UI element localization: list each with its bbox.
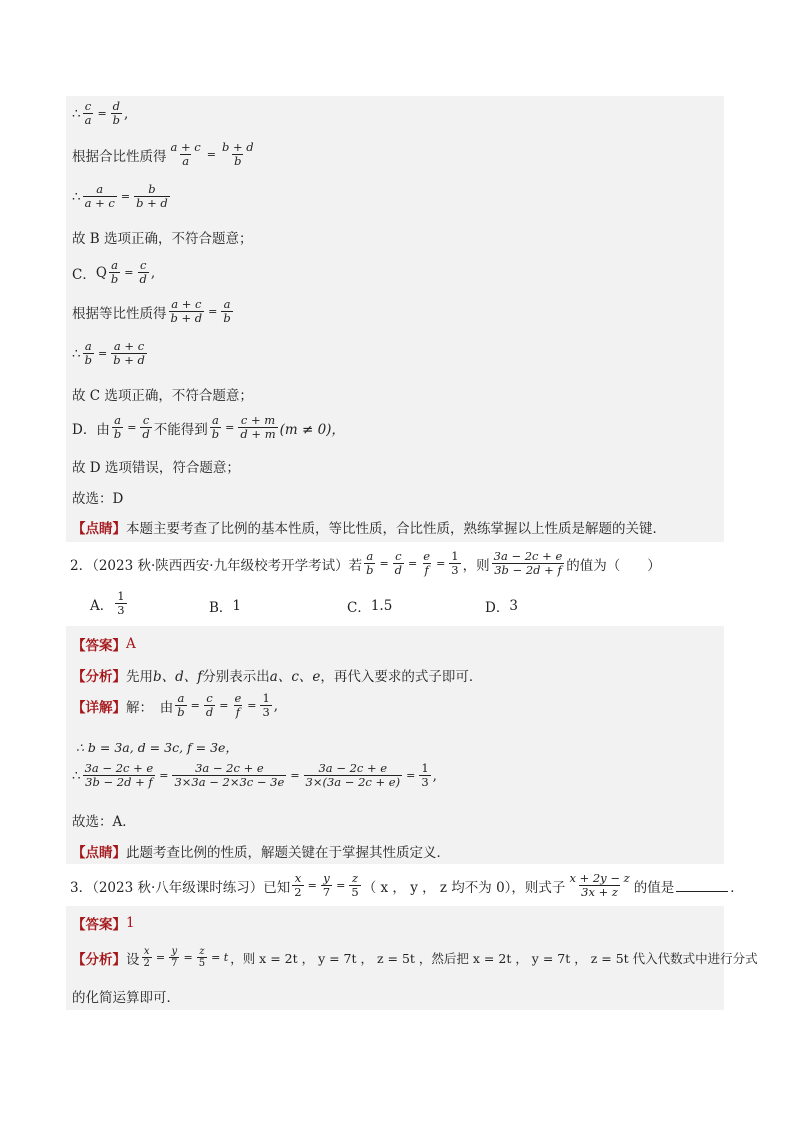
- line-result-c: ∴ $\frac{a}{b}$ = $\frac{a + c}{b + d}$: [72, 339, 145, 367]
- answer-value: A: [126, 636, 136, 652]
- question-2-stem: 2．（2023 秋·陕西西安·九年级校考开学考试）若 $\frac{a}{b}$ = $\frac{c}{d}$ = $\frac{e}{f}$ = $\frac{1}{3}$ ，则 $\frac{3a - 2c + e}{3b - 2d + f}$ 的值为（ ）: [70, 549, 661, 577]
- note-text: 本题主要考查了比例的基本性质，等比性质，合比性质，熟练掌握以上性质是解题的关键．: [126, 521, 666, 537]
- detail-2-line-2: ∴ b = 3a, d = 3c, f = 3e，: [76, 740, 238, 755]
- detail-tag: 【详解】: [72, 699, 126, 716]
- fraction: $\frac{a}{b}$: [366, 549, 374, 577]
- fraction: $\frac{z}{5}$: [351, 871, 359, 899]
- text: 设: [126, 951, 140, 968]
- option-label: A．: [90, 597, 114, 614]
- analysis-tag: 【分析】: [72, 951, 126, 968]
- stem-text: 的值为（ ）: [566, 557, 661, 574]
- fraction: $\frac{3a - 2c + e}{3\times 3a - 2\times 3c - 3e}$: [174, 761, 285, 789]
- fraction: $\frac{a}{b}$: [110, 258, 119, 286]
- conclusion-b: 故 B 选项正确，不符合题意；: [72, 231, 253, 247]
- line-result-b: ∴ $\frac{a}{a + c}$ = $\frac{b}{b + d}$: [72, 182, 168, 210]
- note-text: 此题考查比例的性质，解题关键在于掌握其性质定义．: [126, 845, 450, 861]
- option-value: 1: [232, 598, 242, 614]
- stem-text: （ x ， y ， z 均不为 0），则式子: [362, 879, 566, 896]
- answer-3: [72, 913, 135, 933]
- question-3-stem: 3．（2023 秋·八年级课时练习）已知 $\frac{x}{2}$ = $\frac{y}{7}$ = $\frac{z}{5}$ （ x ， y ， z 均不为 0），则式子 $\frac{x + 2y - z}{3x + z}$ 的值是 ．: [70, 871, 744, 899]
- condition: (m ≠ 0)，: [279, 421, 345, 438]
- line-option-d: D．由 $\frac{a}{b}$ = $\frac{c}{d}$ 不能得到 $\frac{a}{b}$ = $\frac{c + m}{d + m}$ (m ≠ 0)，: [72, 413, 345, 441]
- stem-text: 3．（2023 秋·八年级课时练习）已知: [70, 879, 291, 896]
- fraction: $\frac{d}{b}$: [112, 99, 121, 127]
- fraction: $\frac{3a - 2c + e}{3b - 2d + f}$: [84, 761, 154, 789]
- conclusion-d: 故 D 选项错误，符合题意；: [72, 460, 240, 476]
- conclusion-c: 故 C 选项正确，不符合题意；: [72, 388, 253, 404]
- therefore-symbol: ∴: [72, 767, 81, 784]
- text: 分别表示出: [202, 669, 270, 685]
- text: 根据等比性质得: [72, 305, 167, 322]
- fraction: $\frac{a + c}{b + d}$: [170, 297, 203, 325]
- analysis-tag: 【分析】: [72, 669, 126, 685]
- fraction: $\frac{a + c}{b + d}$: [113, 339, 145, 367]
- stem-text: 2．（2023 秋·陕西西安·九年级校考开学考试）若: [70, 557, 363, 574]
- answer-2: [72, 634, 136, 654]
- fraction: $\frac{b + d}{b}$: [221, 140, 254, 168]
- fraction: $\frac{1}{3}$: [262, 691, 270, 719]
- choose-answer-2: 故选：A．: [72, 814, 136, 830]
- fraction: $\frac{1}{3}$: [117, 589, 125, 617]
- fraction: $\frac{1}{3}$: [451, 549, 459, 577]
- fraction: $\frac{a}{b}$: [223, 297, 231, 325]
- line-option-c: C． Q $\frac{a}{b}$ = $\frac{c}{d}$ ,: [72, 258, 156, 286]
- fraction: $\frac{c}{a}$: [84, 99, 92, 127]
- option-value: 3: [509, 598, 518, 614]
- text: 根据合比性质得: [72, 148, 167, 165]
- text: 先用: [126, 669, 153, 685]
- fraction: $\frac{a}{a + c}$: [84, 182, 115, 210]
- line-equal-ratio-property: 根据等比性质得 $\frac{a + c}{b + d}$ = $\frac{a}{b}$: [72, 297, 231, 325]
- answer-value: 1: [126, 915, 135, 931]
- fraction: $\frac{c}{d}$: [205, 691, 214, 719]
- note-line-1: [72, 517, 666, 537]
- option-value: 1.5: [370, 598, 393, 614]
- fraction: $\frac{a}{b}$: [177, 691, 185, 719]
- option-label: C．: [72, 266, 96, 283]
- therefore-symbol: ∴: [72, 105, 81, 122]
- therefore-symbol: ∴: [72, 188, 81, 205]
- note-tag: 【点睛】: [72, 521, 126, 537]
- fraction: $\frac{x}{2}$: [294, 871, 302, 899]
- fraction: $\frac{a}{b}$: [84, 339, 92, 367]
- fraction: $\frac{b}{b + d}$: [136, 182, 168, 210]
- fraction: $\frac{a + c}{a}$: [170, 140, 201, 168]
- fraction: $\frac{e}{f}$: [234, 691, 242, 719]
- fraction: $\frac{z}{5}$: [198, 946, 206, 969]
- fraction: $\frac{y}{7}$: [322, 871, 331, 899]
- choose-answer: 故选：D: [72, 491, 124, 507]
- text: 解： 由: [126, 699, 174, 716]
- fraction: $\frac{3a - 2c + e}{3\times(3a - 2c + e)}$: [305, 761, 401, 789]
- option-label: D．: [485, 600, 510, 616]
- stem-text: ，则: [462, 557, 490, 574]
- fraction: $\frac{c}{d}$: [394, 549, 403, 577]
- analysis-2: [72, 665, 482, 685]
- line-ratio-c-a: ∴ $\frac{c}{a}$ = $\frac{d}{b}$ ,: [72, 99, 129, 127]
- option-label: C．: [347, 600, 371, 616]
- fraction: $\frac{1}{3}$: [421, 761, 429, 789]
- option-c: [347, 596, 392, 616]
- stem-text: 的值是: [633, 879, 675, 896]
- fraction: $\frac{x}{2}$: [143, 946, 150, 969]
- option-label: B．: [209, 600, 233, 616]
- option-a: [90, 590, 129, 617]
- because-symbol: Q: [95, 264, 107, 281]
- text: ，再代入要求的式子即可．: [320, 669, 483, 685]
- variables: a、c、e: [269, 669, 321, 685]
- fraction: $\frac{e}{f}$: [423, 549, 431, 577]
- detail-2-line-1: 【详解】 解： 由 $\frac{a}{b}$ = $\frac{c}{d}$ = $\frac{e}{f}$ = $\frac{1}{3}$ ,: [72, 691, 279, 719]
- option-label: D．由: [72, 421, 110, 438]
- option-d: [485, 596, 518, 616]
- note-2: [72, 841, 450, 861]
- answer-tag: 【答案】: [72, 917, 126, 933]
- analysis-3: 【分析】 设 $\frac{x}{2}$ = $\frac{y}{7}$ = $\frac{z}{5}$ = t ，则 x = 2t ， y = 7t ， z = 5t ，然后把 x = 2t ， y = 7t ， z = 5t 代入代数式中进行分式: [72, 946, 758, 969]
- option-b: [209, 596, 241, 616]
- fraction: $\frac{c}{d}$: [142, 413, 150, 441]
- fraction: $\frac{c}{d}$: [139, 258, 147, 286]
- text: ，则 x = 2t ， y = 7t ， z = 5t ，然后把 x = 2t ， y = 7t ， z = 5t 代入代数式中进行分式: [230, 950, 758, 966]
- analysis-3-line-2: 的化简运算即可．: [72, 990, 180, 1006]
- stem-text: ．: [730, 879, 744, 896]
- text: 不能得到: [153, 421, 208, 438]
- answer-tag: 【答案】: [72, 638, 126, 654]
- line-combination-property: 根据合比性质得 $\frac{a + c}{a}$ = $\frac{b + d}{b}$: [72, 140, 254, 168]
- fraction: $\frac{a}{b}$: [113, 413, 122, 441]
- fraction: $\frac{3a - 2c + e}{3b - 2d + f}$: [493, 549, 563, 577]
- detail-2-line-3: ∴ $\frac{3a - 2c + e}{3b - 2d + f}$ = $\frac{3a - 2c + e}{3\times 3a - 2\times 3c - 3e}$ = $\frac{3a - 2c + e}{3\times(3a - 2c + e)}$ = $\frac{1}{3}$ ,: [72, 761, 437, 789]
- fraction: $\frac{c + m}{d + m}$: [240, 413, 276, 441]
- note-tag: 【点睛】: [72, 845, 126, 861]
- fraction: $\frac{y}{7}$: [171, 946, 178, 969]
- fraction: $\frac{x + 2y - z}{3x + z}$: [569, 871, 630, 899]
- variables: b、d、f: [153, 669, 203, 685]
- therefore-symbol: ∴: [72, 345, 81, 362]
- answer-blank[interactable]: [676, 879, 728, 892]
- fraction: $\frac{a}{b}$: [211, 413, 220, 441]
